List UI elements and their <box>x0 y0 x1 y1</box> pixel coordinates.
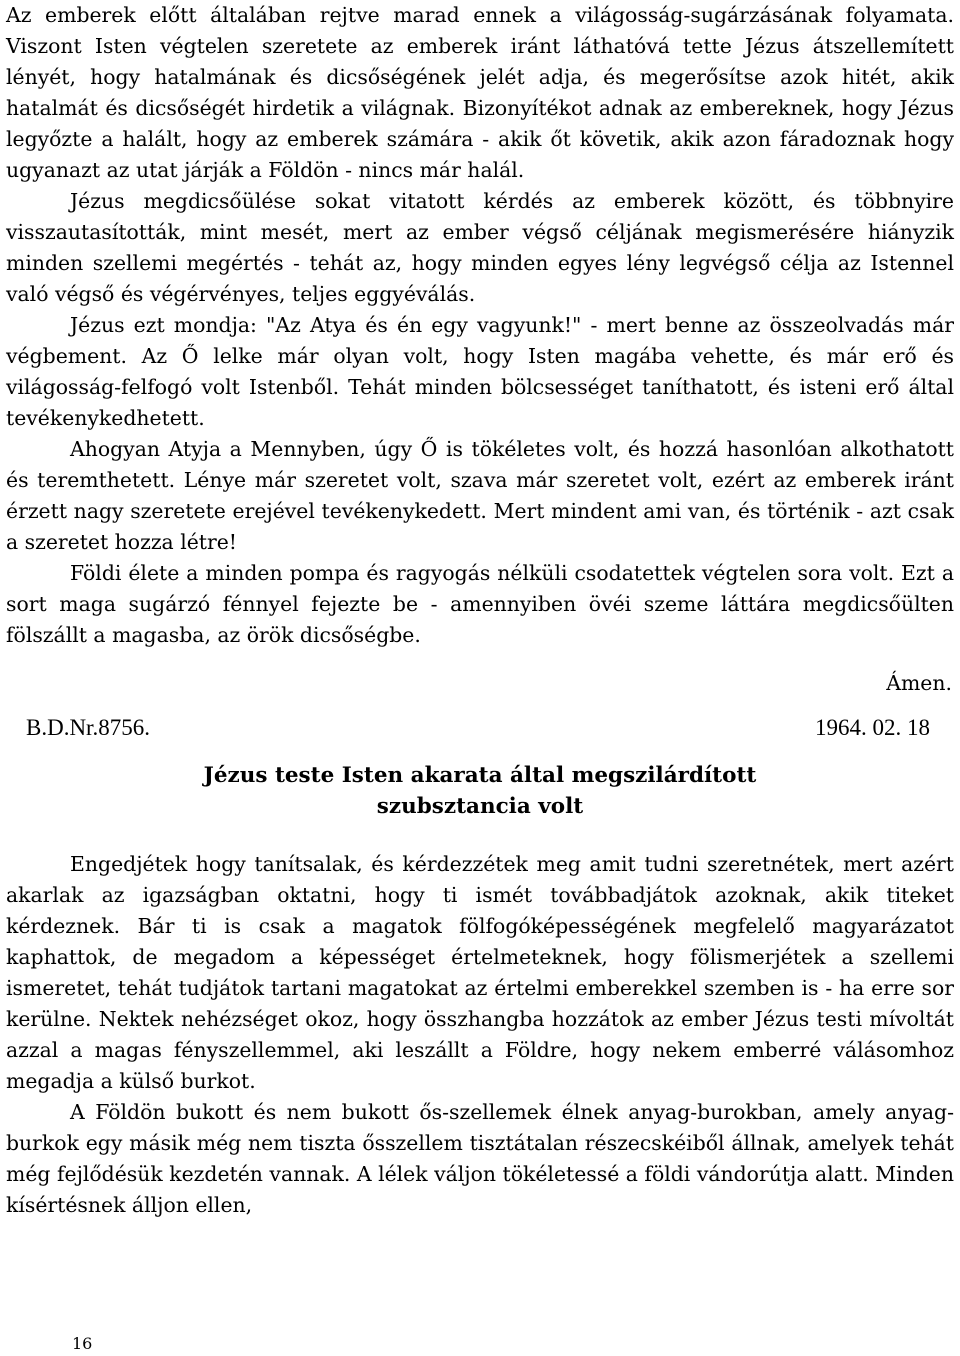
paragraph: Ahogyan Atyja a Mennyben, úgy Ő is tökéletes volt, és hozzá hasonlóan alkothatott és teremthetett. Lénye már szeretet volt, szava már szeretet volt, ezért az emberek iránt érzett nagy szeretete erejével tevékenykedett. Mert mindent ami van, és történik - azt csak a szeretet hozza létre! <box>6 437 954 554</box>
document-date: 1964. 02. 18 <box>815 715 930 740</box>
spacer <box>6 822 954 849</box>
paragraph: Jézus ezt mondja: "Az Atya és én egy vagyunk!" - mert benne az összeolvadás már végbement. Az Ő lelke már olyan volt, hogy Isten magába vehette, és már erő és világosság-felfogó volt Istenből. Tehát minden bölcsességet taníthatott, és isteni erő által tevékenykedhetett. <box>6 313 954 430</box>
paragraph: Az emberek előtt általában rejtve marad ennek a világosság-sugárzásának folyamata. Viszont Isten végtelen szeretete az emberek iránt láthatóvá tette Jézus átszellemített lényét, hogy hatalmának és dicsőségének jelét adja, és megerősítse azok hitét, akik hatalmát és dicsőségét hirdetik a világnak. Bizonyítékot adnak az embereknek, hogy Jézus legyőzte a halált, hogy az emberek számára - akik őt követik, akik azon fáradoznak hogy ugyanazt az utat járják a Földön - nincs már halál. <box>6 3 954 182</box>
page-number: 16 <box>72 1334 93 1353</box>
reference-line <box>6 712 954 743</box>
paragraph: Földi élete a minden pompa és ragyogás nélküli csodatettek végtelen sora volt. Ezt a sort maga sugárzó fénnyel fejezte be - amennyiben övéi szeme láttára megdicsőülten fölszállt a magasba, az örök dicsőségbe. <box>6 561 954 647</box>
text-block-bottom <box>6 849 954 1221</box>
title-line: szubsztancia volt <box>376 794 584 819</box>
closing-amen: Ámen. <box>886 671 952 695</box>
paragraph: Engedjétek hogy tanítsalak, és kérdezzétek meg amit tudni szeretnétek, mert azért akarlak az igazságban oktatni, hogy ti ismét továbbadjátok azoknak, akik titeket kérdeznek. Bár ti is csak a magatok fölfogóképességének megfelelő magyarázatot kaphattok, de megadom a képességet értelmeteknek, hogy fölismerjétek a szellemi ismeretet, tehát tudjátok tartani magatokat az értelmi emberekkel szemben is - ha erre sor kerülne. Nektek nehézséget okoz, hogy összhangba hozzátok az ember Jézus testi mívoltát azzal a magas fényszellemmel, aki leszállt a Földre, hogy nekem emberré válásomhoz megadja a külső burkot. <box>6 852 954 1093</box>
document-page <box>6 0 954 1221</box>
text-block-top <box>6 0 954 651</box>
paragraph: Jézus megdicsőülése sokat vitatott kérdés az emberek között, és többnyire visszautasították, mint mesét, mert az ember végső céljának megismerésére hiányzik minden szellemi megértés - tehát az, hogy minden egyes lény legvégső célja az Istennel való végső és végérvényes, teljes eggyéválás. <box>6 189 954 306</box>
section-title <box>6 760 954 822</box>
paragraph: A Földön bukott és nem bukott ős-szellemek élnek anyag-burokban, amely anyag-burkok egy másik még nem tiszta ősszellem tisztátalan részecskéiből állnak, amelyek tehát még fejlődésük kezdetén vannak. A lélek váljon tökéletessé a földi vándorútja alatt. Minden kísértésnek álljon ellen, <box>6 1100 954 1217</box>
document-number: B.D.Nr.8756. <box>26 715 150 740</box>
title-line: Jézus teste Isten akarata által megszilárdított <box>203 763 757 788</box>
